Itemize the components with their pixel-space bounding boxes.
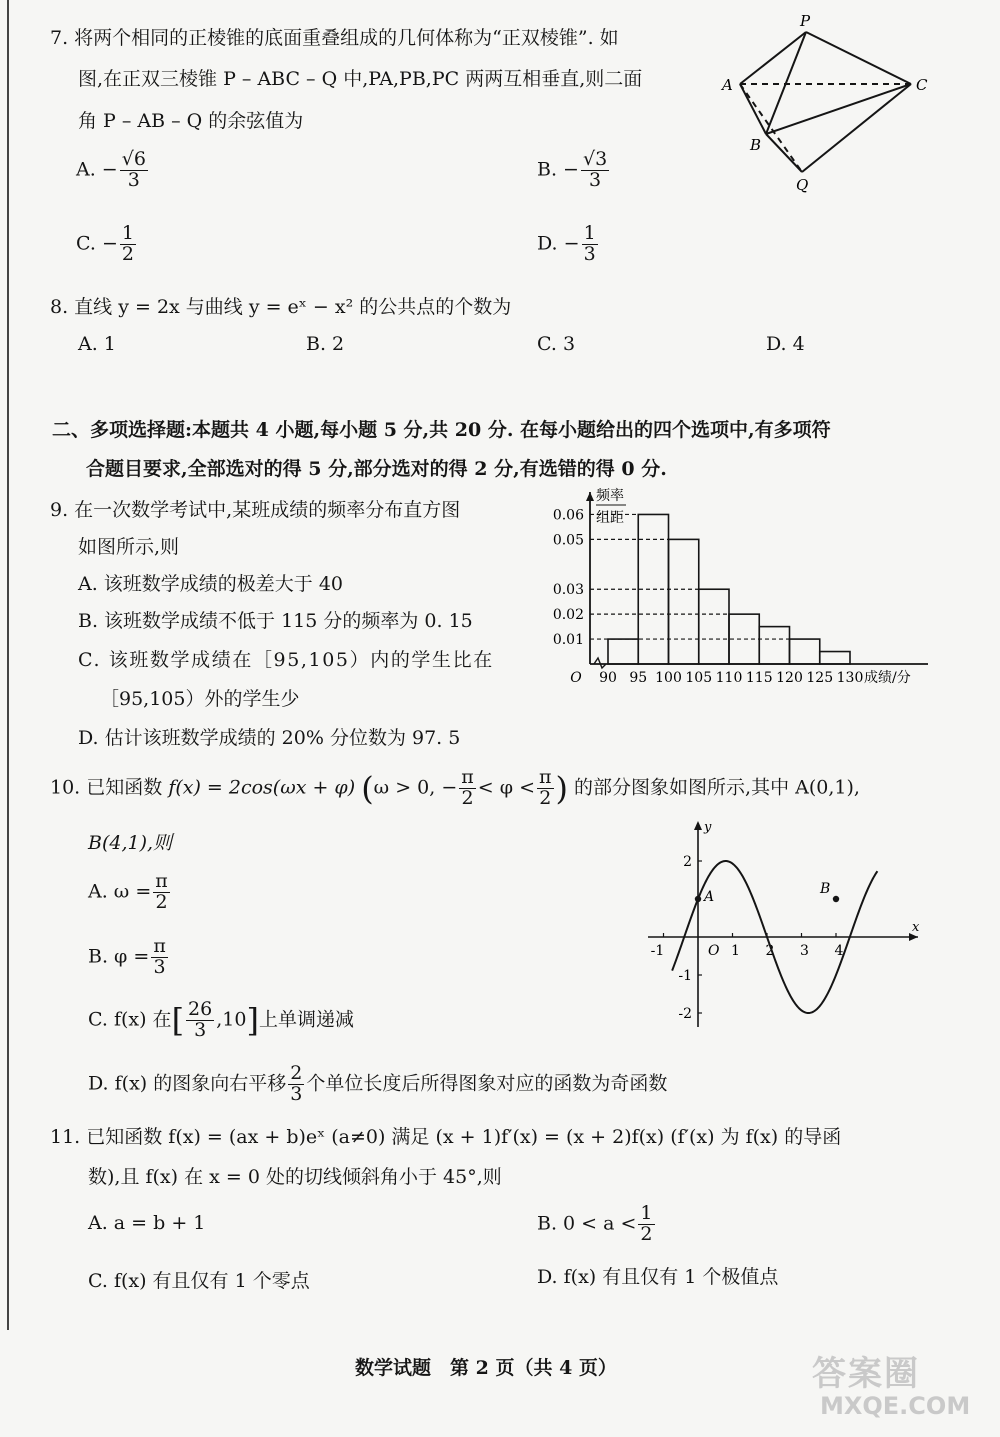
q10-option-c[interactable]: C. f(x) 在[ $\frac{26}{3}$ ,10]上单调递减 [88, 998, 354, 1041]
point-marker [695, 896, 701, 902]
q10-line2: B(4,1),则 [88, 832, 173, 854]
q7-line3: 角 P – AB – Q 的余弦值为 [78, 110, 304, 132]
q9-option-d[interactable]: D. 估计该班数学成绩的 20% 分位数为 97. 5 [78, 727, 461, 749]
watermark-url: MXQE.COM [820, 1392, 971, 1420]
vertex-a-label: A [722, 76, 733, 94]
q11-option-c[interactable]: C. f(x) 有且仅有 1 个零点 [88, 1270, 310, 1292]
q11-option-d[interactable]: D. f(x) 有且仅有 1 个极值点 [537, 1266, 779, 1288]
origin-label: O [570, 670, 582, 686]
frequency-histogram [540, 482, 940, 692]
x-tick-label: 110 [715, 670, 743, 686]
x-tick-label: 90 [599, 670, 617, 686]
y-axis-label: y [704, 820, 712, 835]
q7-line1: 7. 将两个相同的正棱锥的底面重叠组成的几何体称为“正双棱锥”. 如 [50, 27, 619, 49]
histogram-bar [699, 589, 729, 664]
histogram-bar [669, 539, 699, 664]
q8-option-c[interactable]: C. 3 [537, 333, 576, 355]
q7-option-b[interactable]: B. − $\frac{√3}{3}$ [537, 148, 608, 191]
binding-line [7, 0, 9, 1330]
q7-option-d[interactable]: D. − $\frac{1}{3}$ [537, 222, 596, 265]
cosine-graph [640, 815, 930, 1035]
x-tick-label: 2 [765, 943, 775, 959]
x-axis-label: x [912, 920, 920, 935]
vertex-b-label: B [750, 136, 762, 154]
watermark-logo: 答案圈 [812, 1354, 920, 1394]
x-tick-label: -1 [650, 943, 665, 959]
x-tick-label: 130 [836, 670, 864, 686]
histogram-bar [608, 639, 638, 664]
histogram-bar [790, 639, 820, 664]
point-marker [833, 896, 839, 902]
q7-option-a[interactable]: A. − $\frac{√6}{3}$ [76, 148, 146, 191]
histogram-bar [759, 627, 789, 664]
y-tick-label: 0.05 [552, 532, 584, 549]
x-tick-label: 100 [655, 670, 682, 686]
x-tick-label: 105 [685, 670, 713, 686]
q9-line1: 9. 在一次数学考试中,某班成绩的频率分布直方图 [50, 499, 461, 521]
q10-option-d[interactable]: D. f(x) 的图象向右平移 $\frac{2}{3}$ 个单位长度后所得图象对应的函数为奇函数 [88, 1062, 668, 1105]
y-tick-label: -1 [678, 968, 692, 984]
section2-line2: 合题目要求,全部选对的得 5 分,部分选对的得 2 分,有选错的得 0 分. [86, 458, 667, 480]
y-tick-label: 2 [683, 854, 692, 870]
q9-option-c[interactable]: C. 该班数学成绩在［95,105）内的学生比在 [78, 649, 494, 671]
q9-option-c-cont: ［95,105）外的学生少 [100, 688, 300, 710]
q11-line1: 11. 已知函数 f(x) = (ax + b)eˣ (a≠0) 满足 (x + 1)f′(x) = (x + 2)f(x) (f′(x) 为 f(x) 的导函 [50, 1126, 842, 1148]
x-tick-label: 115 [745, 670, 773, 686]
q7-option-c[interactable]: C. − $\frac{1}{2}$ [76, 222, 134, 265]
q9-option-b[interactable]: B. 该班数学成绩不低于 115 分的频率为 0. 15 [78, 610, 473, 632]
x-tick-label: 3 [800, 943, 809, 959]
y-tick-label: 0.01 [552, 632, 584, 649]
vertex-c-label: C [916, 76, 928, 94]
q9-line2: 如图所示,则 [78, 536, 180, 558]
q8-option-d[interactable]: D. 4 [766, 333, 805, 355]
q11-option-b[interactable]: B. 0 < a < $\frac{1}{2}$ [537, 1202, 653, 1245]
x-tick-label: 4 [834, 943, 844, 959]
q8-stem: 8. 直线 y = 2x 与曲线 y = eˣ − x² 的公共点的个数为 [50, 296, 512, 318]
y-axis-title-bottom: 组距 [596, 510, 624, 526]
y-axis-arrow [694, 821, 702, 830]
point-label: B [820, 881, 831, 897]
section2-line1: 二、多项选择题:本题共 4 小题,每小题 5 分,共 20 分. 在每小题给出的四个选项中,有多项符 [52, 419, 831, 441]
page-footer: 数学试题 第 2 页（共 4 页） [355, 1357, 617, 1379]
x-tick-label: 120 [776, 670, 803, 686]
y-tick-label: 0.03 [552, 582, 584, 599]
q10-option-a[interactable]: A. ω = $\frac{\pi}{2}$ [88, 870, 168, 913]
origin-label: O [708, 943, 720, 959]
y-axis-arrow [586, 492, 594, 501]
q8-option-b[interactable]: B. 2 [306, 333, 345, 355]
q10-stem: 10. 已知函数 f(x) = 2cos(ωx + φ) (ω > 0, − $\frac{\pi}{2}$ < φ < $\frac{\pi}{2}$ ) 的部分图象如图所示,其中 A(0,1), [50, 766, 860, 809]
q10-option-b[interactable]: B. φ = $\frac{\pi}{3}$ [88, 935, 166, 978]
vertex-p-label: P [800, 12, 811, 30]
bipyramid-figure [718, 12, 938, 202]
q9-option-a[interactable]: A. 该班数学成绩的极差大于 40 [78, 573, 344, 595]
y-tick-label: 0.02 [552, 607, 584, 624]
vertex-q-label: Q [796, 176, 809, 194]
y-tick-label: -2 [678, 1006, 692, 1022]
x-tick-label: 125 [806, 670, 834, 686]
point-label: A [704, 889, 715, 905]
x-tick-label: 95 [629, 670, 648, 686]
q11-line2: 数),且 f(x) 在 x = 0 处的切线倾斜角小于 45°,则 [88, 1166, 502, 1188]
histogram-bar [820, 652, 850, 664]
x-tick-label: 1 [731, 943, 740, 959]
q11-option-a[interactable]: A. a = b + 1 [88, 1212, 206, 1234]
y-tick-label: 0.06 [552, 507, 584, 524]
y-axis-title-top: 频率 [596, 488, 624, 504]
axis-break [594, 658, 606, 668]
q8-option-a[interactable]: A. 1 [78, 333, 116, 355]
q7-line2: 图,在正双三棱锥 P – ABC – Q 中,PA,PB,PC 两两互相垂直,则二面 [78, 68, 643, 90]
x-axis-title: 成绩/分 [864, 670, 911, 686]
